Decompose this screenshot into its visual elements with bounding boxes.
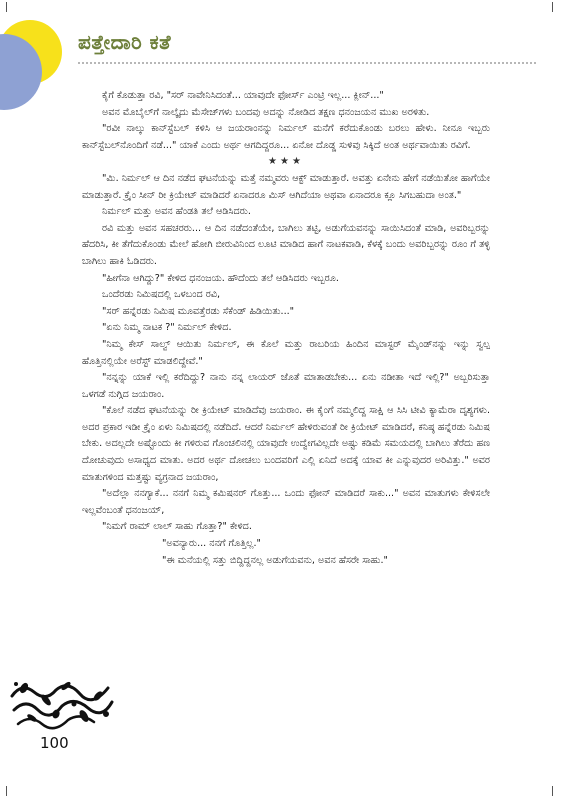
paragraph: "ರವೀ ನಾಲ್ಕು ಕಾನ್‌ಸ್ಟೆಬಲ್ ಕಳಿಸಿ ಆ ಜಯರಾಂನನ್ನು ನಿರ್ಮಲ್ ಮನೆಗೆ ಕರೆದುಕೊಂಡು ಬರಲು ಹೇಳು. ನೀನೂ ಇಬ್ಬರು ಕಾನ್‌ಸ್ಟೆಬಲ್‌ನೊಂದಿಗೆ ನಡೆ..." ಯಾಕೆ ಎಂದು ಅರ್ಥ ಆಗದಿದ್ದರೂ... ಏನೋ ದೊಡ್ಡ ಸುಳಿವು ಸಿಕ್ಕಿದೆ ಅಂತ ಅರ್ಥವಾಯಿತು ರವಿಗೆ. (82, 123, 490, 151)
paragraph: ಕೈಗೆ ಕೊಡುತ್ತಾ ರವಿ, "ಸರ್ ನಾವೇನಿಸಿದಂತೆ... ಯಾವುದೇ ಫೋರ್ಸ್ ಎಂಟ್ರಿ ಇಲ್ಲ... ಕ್ಲೀನ್..." (102, 90, 384, 101)
crop-mark-bottom-left (6, 786, 7, 796)
crop-mark-top-left (6, 2, 7, 12)
paragraph: "ಸರ್ ಹನ್ನೆರಡು ನಿಮಿಷ ಮೂವತ್ತೆರಡು ಸೆಕೆಂಡ್ ಹಿಡಿಯಿತು..." (102, 305, 295, 317)
paragraph: ನಿರ್ಮಲ್ ಮತ್ತು ಅವನ ಹೆಂಡತಿ ತಲೆ ಆಡಿಸಿದರು. (102, 206, 251, 218)
section-separator: ★★★ (268, 156, 304, 168)
paragraph: "ಅದೆಲ್ಲಾ ನನಗ್ಯಾಕೆ... ನನಗೆ ನಿಮ್ಮ ಕಮಿಷನರ್ ಗೊತ್ತು... ಒಂದು ಫೋನ್ ಮಾಡಿದರೆ ಸಾಕು..." ಅವನ ಮಾತುಗಳು ಕೇಳಿಸಲೇ ಇಲ್ಲವೆಂಬಂತೆ ಧನಂಜಯ್, (82, 488, 490, 516)
paragraph: ಅವನ ಮೊಬೈಲ್‌ಗೆ ನಾಲ್ಕೈದು ಮೆಸೇಜ್‌ಗಳು ಬಂದವು ಅದನ್ನು ನೋಡಿದ ತಕ್ಷಣ ಧನಂಜಯನ ಮುಖ ಅರಳಿತು. (102, 106, 430, 118)
page-number: 100 (40, 734, 69, 752)
section-title: ಪತ್ತೇದಾರಿ ಕತೆ (78, 30, 172, 54)
paragraph-indented: "ಅವನ್ಯಾರು... ನನಗೆ ಗೊತ್ತಿಲ್ಲ." (162, 538, 261, 550)
header-divider (78, 62, 536, 64)
paragraph: "ನನ್ನನ್ನು ಯಾಕೆ ಇಲ್ಲಿ ಕರೆದಿದ್ದು? ನಾನು ನನ್ನ ಲಾಯರ್ ಜೊತೆ ಮಾತಾಡಬೇಕು... ಏನು ನಡೀತಾ ಇದೆ ಇಲ್ಲಿ?" ಅಬ್ಬರಿಸುತ್ತಾ ಒಳಗಡೆ ನುಗ್ಗಿದ ಜಯರಾಂ. (82, 372, 490, 400)
paragraph-indented: "ಈ ಮನೆಯಲ್ಲಿ ಸತ್ತು ಬಿದ್ದಿದ್ದನಲ್ಲ ಅಡುಗೆಯವನು, ಅವನ ಹೆಸರೇ ಸಾಹು." (162, 554, 388, 566)
paragraph: "ಕೊಲೆ ನಡೆದ ಘಟನೆಯನ್ನು ರೀ ಕ್ರಿಯೇಟ್ ಮಾಡಿದೆವು ಜಯರಾಂ. ಈ ಕೈಂಗೆ ನಮ್ಮಲಿದ್ದ ಸಾಕ್ಷಿ ಆ ಸಿಸಿ ಟೀವಿ ಕ್ಯಾಮೆರಾ ದೃಶ್ಯಗಳು. ಅದರ ಪ್ರಕಾರ ಇಡೀ ಕ್ರೈಂ ಏಳು ನಿಮಿಷದಲ್ಲಿ ನಡೆದಿದೆ. ಆದರೆ ನಿರ್ಮಲ್ ಹೇಳಿರುವಂತೆ ರೀ ಕ್ರಿಯೇಟ್ ಮಾಡಿದರೆ, ಕನಿಷ್ಠ ಹನ್ನೆರಡು ನಿಮಿಷ ಬೇಕು. ಅದಲ್ಲದೇ ಅಷ್ಟೊಂದು ಕೀ ಗಳಿರುವ ಗೊಂಚಲಿನಲ್ಲಿ ಯಾವುದೇ ಉದ್ವೇಗವಿಲ್ಲದೇ ಅಷ್ಟು ಕಡಿಮೆ ಸಮಯದಲ್ಲಿ ಬಾಗಿಲು ತೆರೆದು ಹಣ ದೋಚುವುದು ಅಸಾಧ್ಯದ ಮಾತು. ಅದರ ಅರ್ಥ ದೋಚಲು ಬಂದವರಿಗೆ ಎಲ್ಲಿ ಏನಿದೆ ಅದಕ್ಕೆ ಯಾವ ಕೀ ಎನ್ನುವುದರ ಅರಿವಿತ್ತು." ಅವರ ಮಾತುಗಳಿಂದ ಮತ್ತಷ್ಟು ವ್ಯಗ್ರನಾದ ಜಯರಾಂ, (82, 405, 490, 483)
paragraph: "ನಿಮಗೆ ರಾಮ್ ಲಾಲ್ ಸಾಹು ಗೊತ್ತಾ?" ಕೇಳಿದ. (102, 521, 252, 533)
crop-mark-bottom-right (552, 786, 553, 796)
paragraph: ಒಂದೆರಡು ನಿಮಿಷದಲ್ಲಿ ಒಳಬಂದ ರವಿ, (102, 289, 221, 301)
ink-splatter-illustration (8, 676, 116, 732)
paragraph: "ಹೀಗೆನಾ ಆಗಿದ್ದು?" ಕೇಳಿದ ಧನಂಜಯ. ಹೌದೆಂದು ತಲೆ ಆಡಿಸಿದರು ಇಬ್ಬರೂ. (102, 272, 339, 284)
paragraph: ರವಿ ಮತ್ತು ಅವನ ಸಹಚರರು... ಆ ದಿನ ನಡೆದಂತೆಯೇ, ಬಾಗಿಲು ತಟ್ಟಿ, ಅಡುಗೆಯವನನ್ನು ಸಾಯಿಸಿದಂತೆ ಮಾಡಿ, ಅವರಿಬ್ಬರನ್ನು ಹೆದರಿಸಿ, ಕೀ ತೆಗೆದುಕೊಂಡು ಮೇಲೆ ಹೋಗಿ ಬೀರುವಿನಿಂದ ಲೂಟಿ ಮಾಡಿದ ಹಾಗೆ ನಾಟಕವಾಡಿ, ಕೆಳಕ್ಕೆ ಬಂದು ಅವರಿಬ್ಬರನ್ನು ರೂಂ ಗೆ ತಳ್ಳಿ ಬಾಗಿಲು ಹಾಕಿ ಓಡಿದರು. (82, 222, 490, 267)
crop-mark-top-right (552, 2, 553, 12)
story-body (82, 88, 490, 569)
paragraph: "ನಿಮ್ಮ ಕೇಸ್ ಸಾಲ್ವ್ ಆಯಿತು ನಿರ್ಮಲ್, ಈ ಕೊಲೆ ಮತ್ತು ರಾಬರಿಯ ಹಿಂದಿನ ಮಾಸ್ಟರ್ ಮೈಂಡ್‌ನನ್ನು ಇನ್ನು ಸ್ವಲ್ಪ ಹೊತ್ತಿನಲ್ಲಿಯೇ ಅರೆಸ್ಟ್ ಮಾಡಲಿದ್ದೇವೆ." (82, 338, 490, 367)
paragraph: "ಮಿ. ನಿರ್ಮಲ್ ಆ ದಿನ ನಡೆದ ಘಟನೆಯನ್ನು ಮತ್ತೆ ನಮ್ಮವರು ಆಕ್ಟ್ ಮಾಡುತ್ತಾರೆ. ಅವತ್ತು ಏನೇನು ಹೇಗೆ ನಡೆಯಿತೋ ಹಾಗೆಯೇ ಮಾಡುತ್ತಾರೆ. ಕ್ರೈಂ ಸೀನ್ ರೀ ಕ್ರಿಯೇಟ್ ಮಾಡಿದರೆ ಏನಾದರೂ ಮಿಸ್ ಆಗಿದೆಯಾ ಅಥವಾ ಏನಾದರೂ ಕ್ಲೂ ಸಿಗಬಹುದಾ ಅಂತ." (82, 172, 490, 201)
paragraph: "ಏನು ನಿಮ್ಮ ನಾಟಕ ?" ನಿರ್ಮಲ್ ಕೇಳಿದ. (102, 322, 232, 334)
